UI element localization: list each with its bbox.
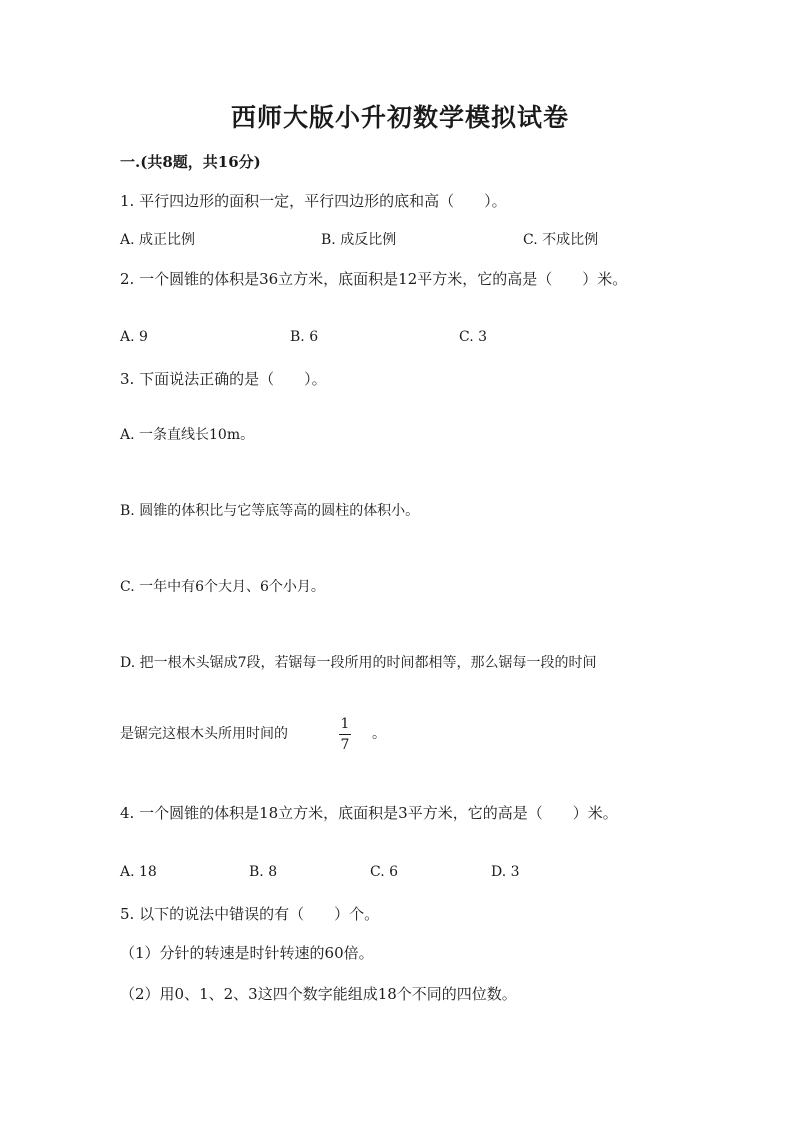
- fraction-numerator: 1: [340, 716, 350, 732]
- q4-option-d: D. 3: [491, 864, 520, 880]
- q2-option-a: A. 9: [120, 329, 148, 345]
- fraction-one-seventh: [339, 717, 351, 752]
- question-1: 1. 平行四边形的面积一定，平行四边形的底和高（ ）。: [120, 192, 507, 210]
- q4-option-a: A. 18: [120, 864, 157, 880]
- question-3: 3. 下面说法正确的是（ ）。: [120, 370, 327, 388]
- q5-statement-2: （2）用0、1、2、3这四个数字能组成18个不同的四位数。: [120, 985, 517, 1003]
- question-4: 4. 一个圆锥的体积是18立方米，底面积是3平方米，它的高是（ ）米。: [120, 804, 618, 822]
- question-2: 2. 一个圆锥的体积是36立方米，底面积是12平方米，它的高是（ ）米。: [120, 270, 628, 288]
- q4-option-b: B. 8: [249, 864, 278, 880]
- section-heading: 一.(共8题，共16分): [120, 153, 261, 171]
- q1-option-a: A. 成正比例: [120, 232, 196, 248]
- q3-option-c: C. 一年中有6个大月、6个小月。: [120, 579, 325, 595]
- q2-option-b: B. 6: [290, 329, 319, 345]
- question-5: 5. 以下的说法中错误的有（ ）个。: [120, 905, 380, 923]
- q3-option-d-end: 。: [372, 726, 386, 742]
- q1-option-c: C. 不成比例: [523, 232, 599, 248]
- q3-option-d-line2: 是锯完这根木头所用时间的: [120, 726, 288, 742]
- q3-option-b: B. 圆锥的体积比与它等底等高的圆柱的体积小。: [120, 503, 420, 519]
- q2-option-c: C. 3: [459, 329, 488, 345]
- q3-option-a: A. 一条直线长10m。: [120, 427, 255, 443]
- fraction-denominator: 7: [340, 737, 350, 753]
- q3-option-d-line1: D. 把一根木头锯成7段，若锯每一段所用的时间都相等，那么锯每一段的时间: [120, 655, 597, 671]
- page-title: 西师大版小升初数学模拟试卷: [230, 103, 569, 132]
- q1-option-b: B. 成反比例: [321, 232, 397, 248]
- fraction-bar: [339, 734, 351, 735]
- q4-option-c: C. 6: [370, 864, 399, 880]
- q5-statement-1: （1）分针的转速是时针转速的60倍。: [120, 944, 374, 962]
